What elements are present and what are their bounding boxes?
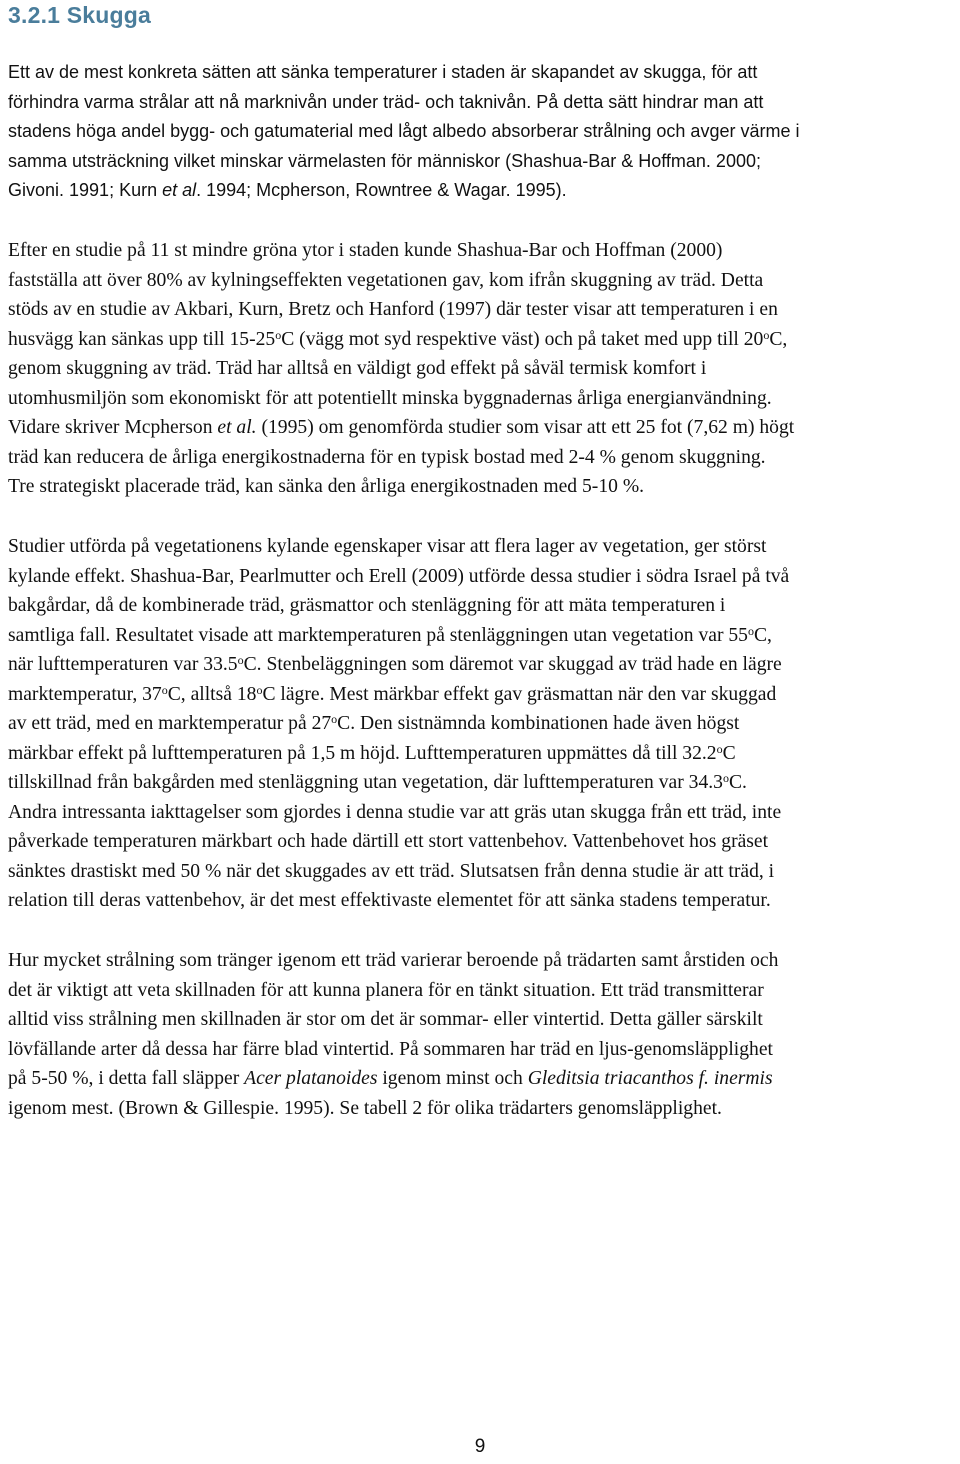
italic-run: Gleditsia triacanthos f. inermis xyxy=(527,1068,773,1089)
text-run: samtliga fall. Resultatet visade att marktemperaturen på stenläggningen utan vegetation var 55 xyxy=(8,624,748,646)
paragraph-3 xyxy=(8,532,954,916)
paragraph-line xyxy=(8,739,954,769)
text-run: på 5-50 %, i detta fall släpper xyxy=(8,1068,245,1089)
degree-mark: o xyxy=(722,771,729,785)
text-run: C, xyxy=(753,624,772,646)
paragraph-line: kylande effekt. Shashua-Bar, Pearlmutter och Erell (2009) utförde dessa studier i södra Israel på två xyxy=(8,565,790,587)
page-number: 9 xyxy=(474,1436,486,1457)
text-run: C. Den sistnämnda kombinationen hade även högst xyxy=(337,713,740,734)
text-run: marktemperatur, 37 xyxy=(8,683,162,705)
paragraph-line: Ett av de mest konkreta sätten att sänka temperaturer i staden är skapandet av skugga, för att xyxy=(8,62,758,82)
paragraph-line xyxy=(8,650,954,680)
text-run: igenom minst och xyxy=(377,1068,528,1089)
paragraph-line xyxy=(8,709,954,739)
text-run: C lägre. Mest märkbar effekt gav gräsmattan när den var skuggad xyxy=(262,683,777,705)
paragraph-line: Efter en studie på 11 st mindre gröna ytor i staden kunde Shashua-Bar och Hoffman (2000) xyxy=(8,240,723,261)
text-run: när lufttemperaturen var 33.5 xyxy=(8,654,238,675)
paragraph-line: stöds av en studie av Akbari, Kurn, Bretz och Hanford (1997) där tester visar att temperaturen i en xyxy=(8,299,778,320)
paragraph-line: påverkade temperaturen märkbart och hade därtill ett stort vattenbehov. Vattenbehovet hos gräset xyxy=(8,831,769,852)
paragraph-line: stadens höga andel bygg- och gatumaterial med lågt albedo absorberar strålning och avger värme i xyxy=(8,121,800,141)
text-run: C. xyxy=(728,772,747,793)
paragraph-line: fastställa att över 80% av kylningseffekten vegetationen gav, kom ifrån skuggning av träd. Detta xyxy=(8,269,764,291)
paragraph-line: Hur mycket strålning som tränger igenom ett träd varierar beroende på trädarten samt årstiden och xyxy=(8,950,779,971)
degree-mark: o xyxy=(331,712,338,726)
text-run: Vidare skriver Mcpherson xyxy=(8,417,218,438)
degree-mark: o xyxy=(161,682,168,697)
paragraph-line: Studier utförda på vegetationens kylande egenskaper visar att flera lager av vegetation, ger störst xyxy=(8,536,767,557)
paragraph-line xyxy=(8,413,954,443)
paragraph-line: alltid viss strålning men skillnaden är stor om det är sommar- eller vintertid. Detta gäller särskilt xyxy=(8,1009,763,1030)
degree-mark: o xyxy=(716,741,723,756)
paragraph-line: Tre strategiskt placerade träd, kan sänka den årliga energikostnaden med 5-10 %. xyxy=(8,476,645,497)
italic-run: et al xyxy=(162,180,197,200)
text-run: C. Stenbeläggningen som däremot var skuggad av träd hade en lägre xyxy=(243,654,782,675)
text-run: Givoni. 1991; Kurn xyxy=(8,180,163,200)
paragraph-line xyxy=(8,621,954,651)
paragraph-1 xyxy=(8,58,954,206)
degree-mark: o xyxy=(763,327,770,342)
paragraph-line xyxy=(8,768,954,798)
text-run: C (vägg mot syd respektive väst) och på taket med upp till 20 xyxy=(281,328,764,350)
paragraph-4 xyxy=(8,946,954,1123)
paragraph-line: lövfällande arter då dessa har färre blad vintertid. På sommaren har träd en ljus-genomsläpplighet xyxy=(8,1038,773,1060)
text-run: C, alltså 18 xyxy=(167,683,257,705)
text-run: tillskillnad från bakgården med stenläggning utan vegetation, där lufttemperaturen var 34.3 xyxy=(8,772,723,793)
text-run: (1995) om genomförda studier som visar att ett 25 fot (7,62 m) högt xyxy=(256,417,795,438)
degree-mark: o xyxy=(747,623,754,638)
paragraph-line: det är viktigt att veta skillnaden för att kunna planera för en tänkt situation. Ett träd transmitterar xyxy=(8,979,764,1001)
text-run: husvägg kan sänkas upp till 15-25 xyxy=(8,328,276,350)
degree-mark: o xyxy=(256,682,263,697)
paragraph-line: förhindra varma strålar att nå marknivån under träd- och taknivån. På detta sätt hindrar man att xyxy=(8,91,764,112)
text-run: märkbar effekt på lufttemperaturen på 1,5 m höjd. Lufttemperaturen uppmättes då till 32.2 xyxy=(8,742,717,764)
paragraph-line: samma utsträckning vilket minskar värmelasten för människor (Shashua-Bar & Hoffman. 2000; xyxy=(8,150,761,171)
italic-run: Acer platanoides xyxy=(244,1068,378,1089)
text-run: av ett träd, med en marktemperatur på 27 xyxy=(8,713,332,734)
paragraph-line: Andra intressanta iakttagelser som gjordes i denna studie var att gräs utan skugga från ett träd, inte xyxy=(8,801,782,823)
text-run: . 1994; Mcpherson, Rowntree & Wagar. 1995). xyxy=(196,180,567,200)
paragraph-line xyxy=(8,176,954,206)
paragraph-line: bakgårdar, då de kombinerade träd, gräsmattor och stenläggning för att mäta temperaturen i xyxy=(8,595,726,616)
text-run: C xyxy=(722,742,736,764)
section-heading: 3.2.1 Skugga xyxy=(8,2,152,28)
paragraph-line: utomhusmiljön som ekonomiskt för att potentiellt minska byggnadernas årliga energianvändning. xyxy=(8,387,772,409)
text-run: C, xyxy=(769,328,788,350)
degree-mark: o xyxy=(237,653,244,667)
paragraph-2 xyxy=(8,236,954,502)
paragraph-line: träd kan reducera de årliga energikostnaderna för en typisk bostad med 2-4 % genom skuggning. xyxy=(8,446,766,468)
degree-mark: o xyxy=(275,327,282,342)
paragraph-line: relation till deras vattenbehov, är det mest effektivaste elementet för att sänka stadens temperatur. xyxy=(8,890,771,911)
paragraph-line xyxy=(8,680,954,710)
paragraph-line xyxy=(8,325,954,355)
paragraph-line: genom skuggning av träd. Träd har alltså en väldigt god effekt på såväl termisk komfort i xyxy=(8,358,707,379)
paragraph-line xyxy=(8,1064,954,1094)
paragraph-line: igenom mest. (Brown & Gillespie. 1995). Se tabell 2 för olika trädarters genomsläpplighet. xyxy=(8,1097,722,1119)
paragraph-line: sänktes drastiskt med 50 % när det skuggades av ett träd. Slutsatsen från denna studie är att träd, i xyxy=(8,860,775,882)
italic-run: et al. xyxy=(217,417,257,438)
